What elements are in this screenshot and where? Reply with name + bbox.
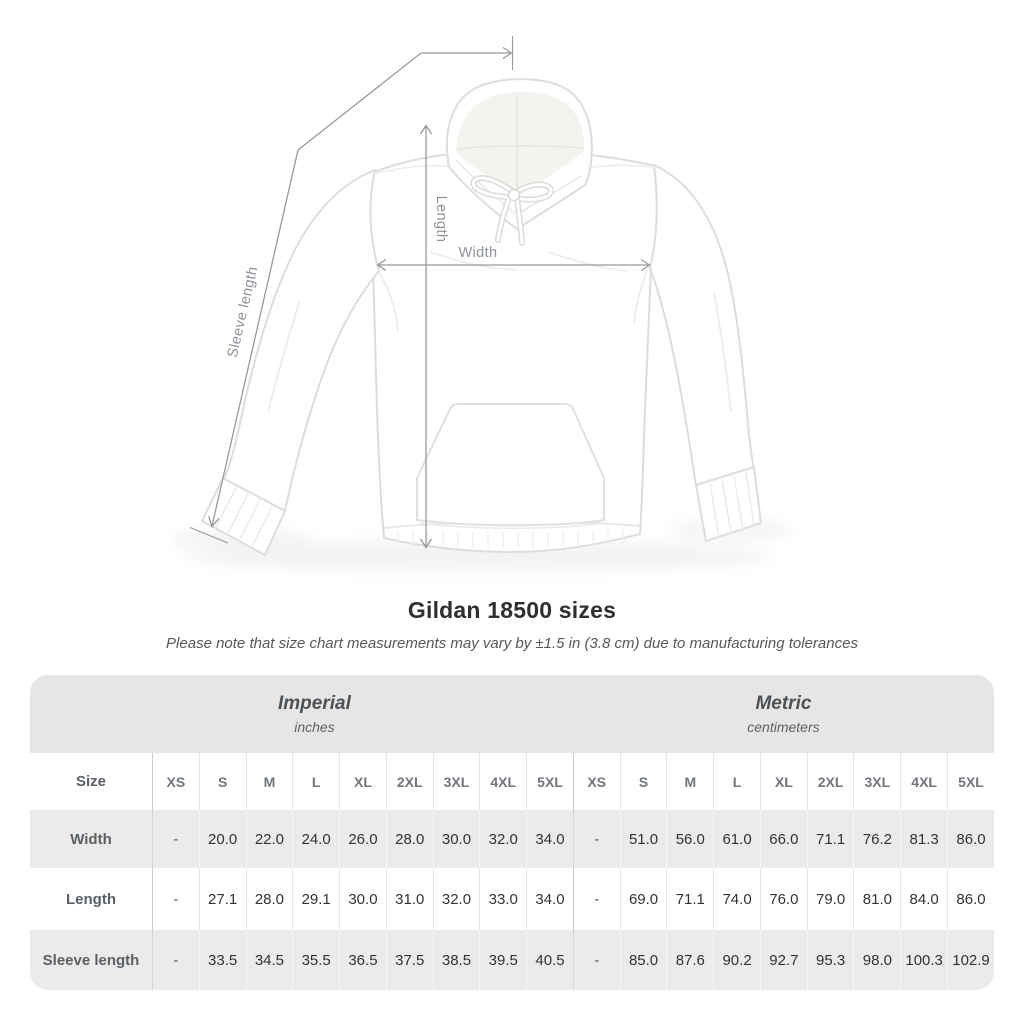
value-cell: 29.1 [292,868,339,930]
value-cell: 27.1 [199,868,246,930]
size-header-cell: XS [573,753,620,810]
value-cell: - [152,810,199,868]
value-cell: 81.3 [900,810,947,868]
sleeve-length-label: Sleeve length [224,264,262,360]
size-header-cell: 2XL [807,753,854,810]
value-cell: 20.0 [199,810,246,868]
size-header-cell: 5XL [526,753,573,810]
metric-label: Metric [755,693,812,715]
value-cell: 30.0 [433,810,480,868]
row-label: Length [30,868,152,930]
value-cell: 81.0 [853,868,900,930]
value-cell: - [152,868,199,930]
value-cell: 86.0 [947,868,994,930]
imperial-sublabel: inches [294,718,335,735]
value-cell: 32.0 [433,868,480,930]
value-cell: 95.3 [807,930,854,990]
unit-band-row [30,675,994,753]
value-cell: 22.0 [246,810,293,868]
size-header-cell: 4XL [479,753,526,810]
row-label: Sleeve length [30,930,152,990]
value-cell: 90.2 [713,930,760,990]
size-header-cell: XL [339,753,386,810]
value-cell: 76.2 [853,810,900,868]
size-header-cell: S [620,753,667,810]
value-cell: 71.1 [807,810,854,868]
value-cell: 92.7 [760,930,807,990]
size-header-cell: 2XL [386,753,433,810]
hoodie-pocket [417,404,604,528]
size-table [30,675,994,990]
value-cell: - [152,930,199,990]
value-cell: 69.0 [620,868,667,930]
value-cell: 98.0 [853,930,900,990]
value-cell: 34.0 [526,810,573,868]
size-header-cell: XS [152,753,199,810]
value-cell: 76.0 [760,868,807,930]
value-cell: 100.3 [900,930,947,990]
size-header-cell: 5XL [947,753,994,810]
value-cell: 86.0 [947,810,994,868]
value-cell: 31.0 [386,868,433,930]
value-cell: - [573,810,620,868]
value-cell: 71.1 [666,868,713,930]
width-label: Width [458,245,498,261]
table-row-width [30,810,994,868]
size-header-cell: 3XL [433,753,480,810]
value-cell: 26.0 [339,810,386,868]
value-cell: 32.0 [479,810,526,868]
metric-unit-header [573,675,994,753]
value-cell: 33.0 [479,868,526,930]
size-header-cell: L [292,753,339,810]
value-cell: 34.5 [246,930,293,990]
length-label: Length [433,195,449,243]
value-cell: 36.5 [339,930,386,990]
value-cell: 35.5 [292,930,339,990]
value-cell: 51.0 [620,810,667,868]
table-row-sleeve-length [30,930,994,990]
page-title: Gildan 18500 sizes [407,597,617,623]
metric-sublabel: centimeters [747,718,820,735]
value-cell: - [573,930,620,990]
value-cell: 40.5 [526,930,573,990]
value-cell: - [573,868,620,930]
value-cell: 66.0 [760,810,807,868]
value-cell: 28.0 [386,810,433,868]
value-cell: 34.0 [526,868,573,930]
size-header-cell: 3XL [853,753,900,810]
value-cell: 87.6 [666,930,713,990]
row-label: Width [30,810,152,868]
size-table-grid [30,675,994,990]
value-cell: 28.0 [246,868,293,930]
size-header-cell: 4XL [900,753,947,810]
value-cell: 39.5 [479,930,526,990]
size-header-cell: XL [760,753,807,810]
value-cell: 33.5 [199,930,246,990]
value-cell: 84.0 [900,868,947,930]
table-row-length [30,868,994,930]
value-cell: 56.0 [666,810,713,868]
value-cell: 30.0 [339,868,386,930]
size-header-cell: S [199,753,246,810]
size-header-cell: M [246,753,293,810]
value-cell: 79.0 [807,868,854,930]
value-cell: 61.0 [713,810,760,868]
value-cell: 38.5 [433,930,480,990]
imperial-label: Imperial [278,693,351,715]
size-header-cell: L [713,753,760,810]
page-subtitle: Please note that size chart measurements may vary by ±1.5 in (3.8 cm) due to manufacturing tolerances [166,635,858,652]
size-column-header: Size [30,753,152,810]
size-header-cell: M [666,753,713,810]
value-cell: 85.0 [620,930,667,990]
value-cell: 74.0 [713,868,760,930]
size-header-row [30,753,994,810]
value-cell: 102.9 [947,930,994,990]
value-cell: 24.0 [292,810,339,868]
value-cell: 37.5 [386,930,433,990]
imperial-unit-header [152,675,573,753]
